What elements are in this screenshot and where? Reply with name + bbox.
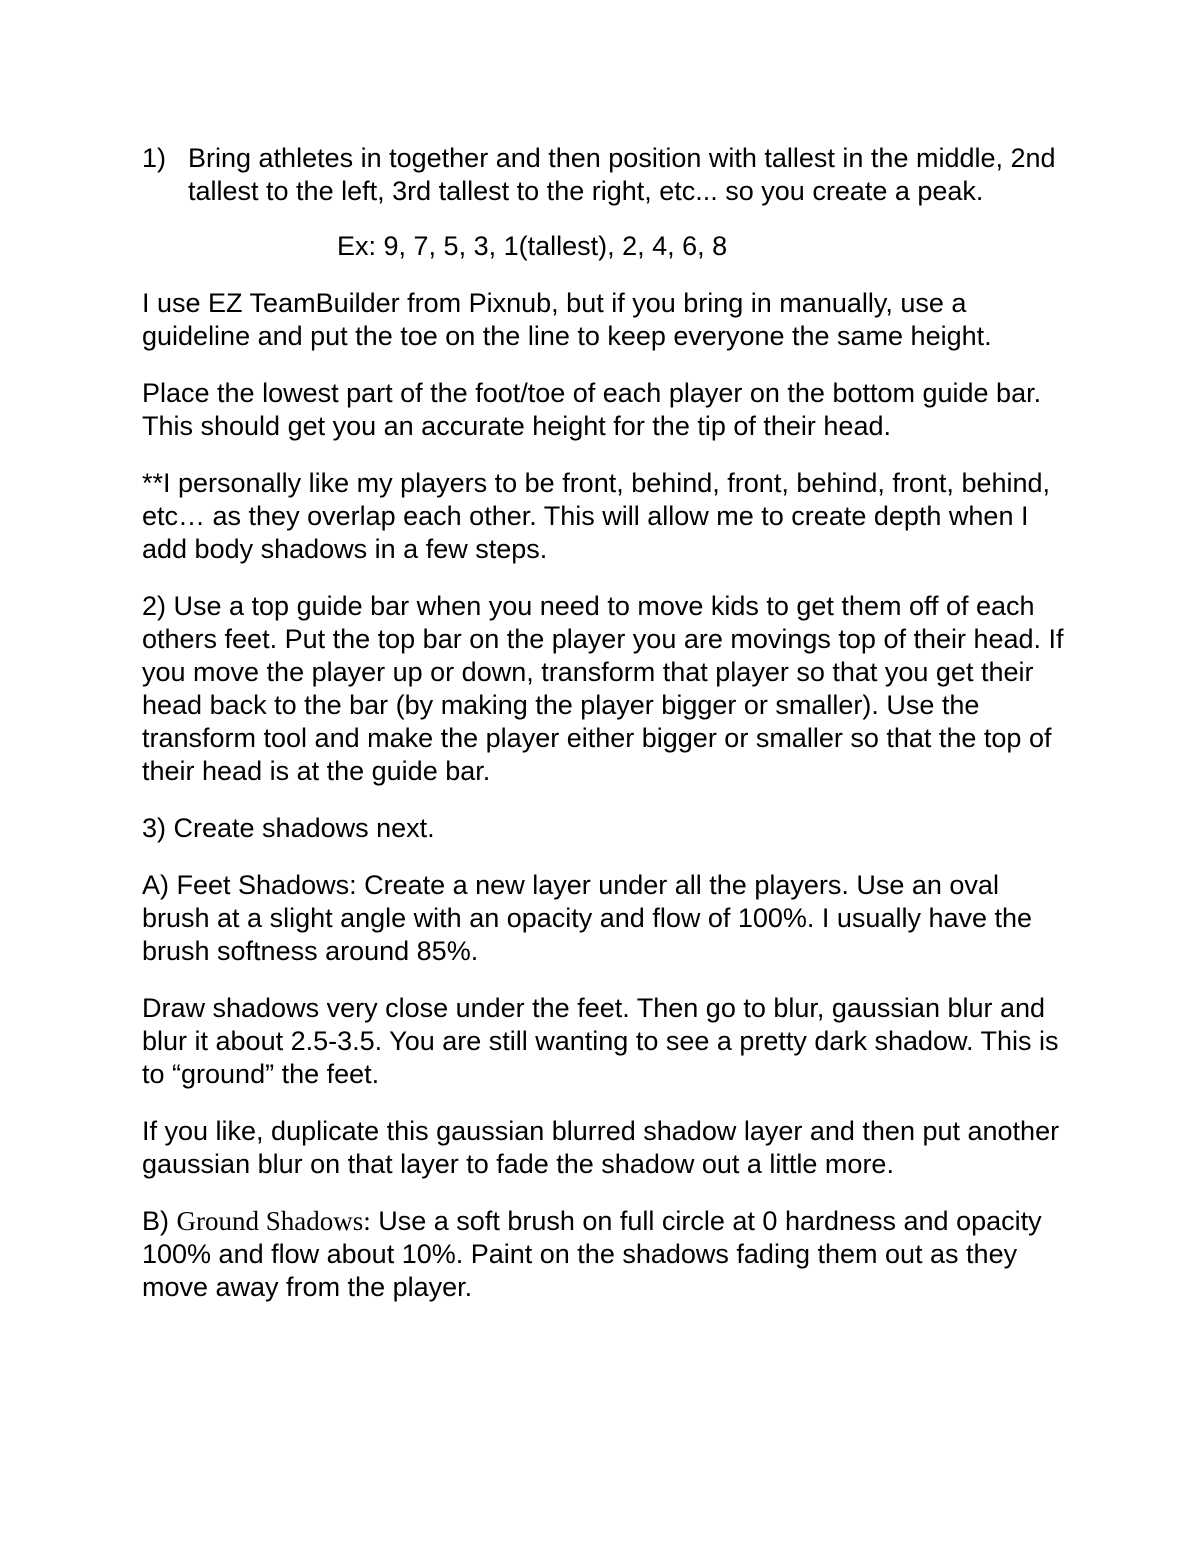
paragraph-overlap-note: **I personally like my players to be front, behind, front, behind, front, behind, etc… as they overlap each other. This will allow me to create depth when I add body shadows in a few steps.	[142, 468, 1051, 564]
ground-shadows-heading: Ground Shadows:	[176, 1206, 371, 1236]
item-number: 1)	[142, 143, 167, 173]
paragraph-blur-shadows: Draw shadows very close under the feet. Then go to blur, gaussian blur and blur it about 2.5-3.5. You are still wanting to see a pretty dark shadow. This is to “ground” the feet.	[142, 993, 1059, 1089]
paragraph-feet-shadows: A) Feet Shadows: Create a new layer under all the players. Use an oval brush at a slight angle with an opacity and flow of 100%. I usually have the brush softness around 85%.	[142, 870, 1033, 966]
example-line: Ex: 9, 7, 5, 3, 1(tallest), 2, 4, 6, 8	[337, 231, 728, 261]
paragraph-ground-shadows	[142, 1205, 1072, 1304]
ground-shadows-text: Use a soft brush on full circle at 0 hardness and opacity 100% and flow about 10%. Paint on the shadows fading them out as they move away from the player.	[142, 1206, 1042, 1302]
paragraph-teambuilder: I use EZ TeamBuilder from Pixnub, but if you bring in manually, use a guideline and put the toe on the line to keep everyone the same height.	[142, 288, 992, 351]
numbered-item-1	[142, 142, 1072, 208]
paragraph-top-guide: 2) Use a top guide bar when you need to move kids to get them off of each others feet. Put the top bar on the player you are movings top of their head. If you move the player up or down, transform that player so that you get their head back to the bar (by making the player bigger or smaller). Use the transform tool and make the player either bigger or smaller so that the top of their head is at the guide bar.	[142, 591, 1064, 786]
document-page	[142, 142, 1072, 1328]
ground-shadows-prefix: B)	[142, 1206, 177, 1236]
item-text: Bring athletes in together and then position with tallest in the middle, 2nd tallest to the left, 3rd tallest to the right, etc... so you create a peak.	[188, 143, 1056, 206]
paragraph-create-shadows: 3) Create shadows next.	[142, 813, 435, 843]
paragraph-bottom-guide: Place the lowest part of the foot/toe of each player on the bottom guide bar. This should get you an accurate height for the tip of their head.	[142, 378, 1042, 441]
paragraph-duplicate-layer: If you like, duplicate this gaussian blurred shadow layer and then put another gaussian blur on that layer to fade the shadow out a little more.	[142, 1116, 1060, 1179]
